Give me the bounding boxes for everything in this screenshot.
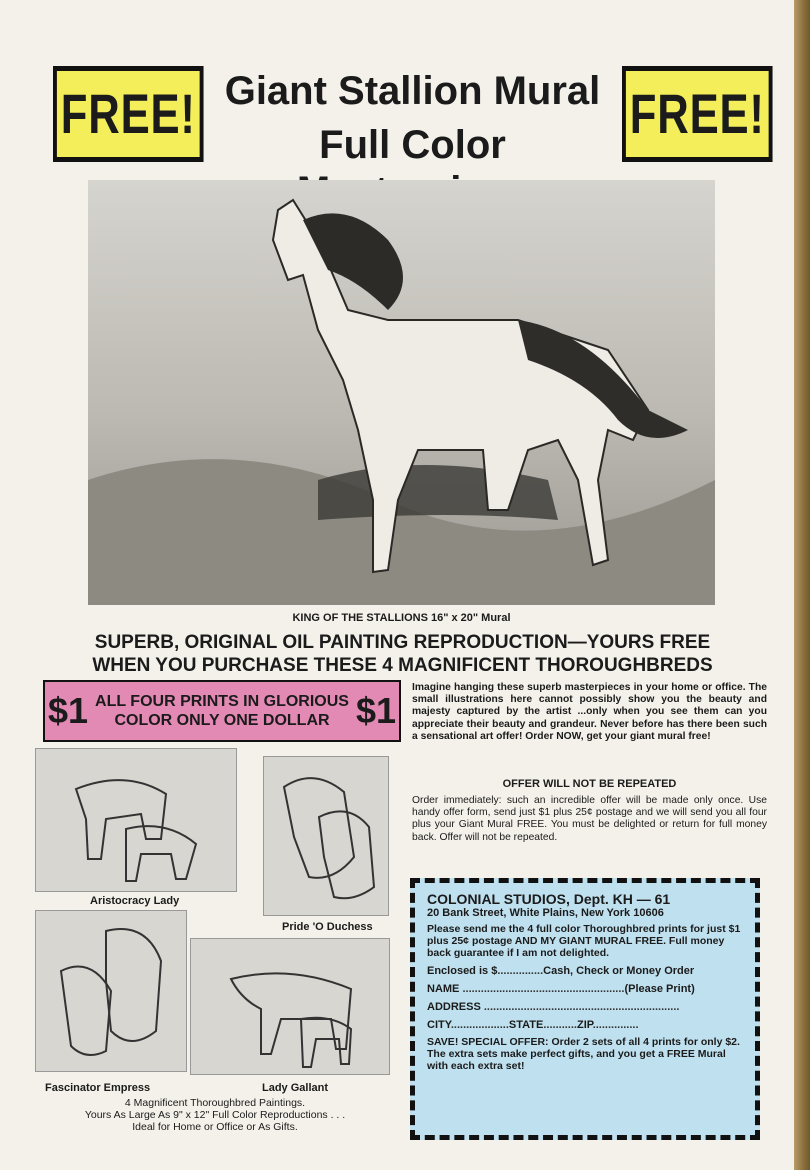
print-thumb-lady-gallant [190,938,390,1075]
print-label-pride-o-duchess: Pride 'O Duchess [282,921,373,933]
address-label: ADDRESS [427,1001,481,1013]
coupon-body: Please send me the 4 full color Thoroughbred prints for just $1 plus 25¢ postage AND MY GIANT MURAL FREE. Full money back guarantee if I am not delighted. [427,923,741,959]
coupon-name-field[interactable]: NAME .....................................................(Please Print) [427,983,695,995]
free-badge-right-text: FREE! [629,82,765,145]
special-offer-text: Order 2 sets of all 4 prints for only $2. The extra sets make perfect gifts, and you get a FREE Mural with each extra set! [427,1036,740,1072]
enclosed-label: Enclosed is $ [427,965,498,977]
banner-line1: ALL FOUR PRINTS IN GLORIOUS [95,693,349,710]
coupon-address: 20 Bank Street, White Plains, New York 10606 [427,907,664,919]
page-spine-edge [794,0,810,1170]
one-dollar-banner [43,680,401,742]
banner-text [91,692,353,730]
stallion-mural-image [88,180,715,605]
free-badge-right [622,66,773,162]
offer-paragraph: Order immediately: such an incredible offer will be made only once. Use handy offer form, send just $1 plus 25¢ postage and we will send you all four plus your Giant Mural FREE. You must be delighted or return for full money back. Offer will not be repeated. [412,795,767,843]
subheadline-line1: SUPERB, ORIGINAL OIL PAINTING REPRODUCTION—YOURS FREE [94,632,711,653]
print-label-aristocracy-lady: Aristocracy Lady [90,895,180,907]
horse-sketch-icon [36,749,236,891]
prints-caption-line2: Yours As Large As 9" x 12" Full Color Reproductions . . . [84,1109,346,1121]
enclosed-options: Cash, Check or Money Order [543,965,695,977]
offer-heading: OFFER WILL NOT BE REPEATED [502,778,677,790]
horse-head-sketch-icon [264,757,388,915]
headline-line2: Full Color [319,123,506,167]
free-badge-left [53,66,204,162]
stallion-illustration [88,180,715,605]
banner-line2: COLOR ONLY ONE DOLLAR [114,712,330,729]
print-thumb-fascinator-empress [35,910,187,1072]
name-hint: (Please Print) [624,983,695,995]
mare-foal-sketch-icon [191,939,389,1074]
prints-caption-line1: 4 Magnificent Thoroughbred Paintings. [124,1097,306,1109]
coupon-company: COLONIAL STUDIOS, Dept. KH — 61 [427,891,671,907]
zip-label: ZIP [576,1019,593,1031]
print-thumb-pride-o-duchess [263,756,389,916]
horse-pair-sketch-icon [36,911,186,1071]
state-label: STATE [508,1019,544,1031]
print-thumb-aristocracy-lady [35,748,237,892]
prints-caption-line3: Ideal for Home or Office or As Gifts. [132,1121,298,1133]
print-label-lady-gallant: Lady Gallant [262,1082,329,1094]
order-coupon[interactable] [410,878,760,1140]
dollar-right: $1 [355,690,397,731]
mural-caption: KING OF THE STALLIONS 16" x 20" Mural [292,612,511,624]
rock-shadow [318,465,558,520]
dollar-left: $1 [47,690,89,731]
prints-caption [30,1097,400,1133]
free-badge-left-text: FREE! [60,82,196,145]
intro-paragraph: Imagine hanging these superb masterpieces in your home or office. The small illustrations here cannot possibly show you the beauty and majesty captured by the artist ...only when you see them can you appreciate their beauty and grandeur. Never before has there been such a sensational art offer! Order NOW, get your giant mural free! [412,682,767,742]
special-offer [427,1036,743,1072]
headline-line1: Giant Stallion Mural [224,69,601,113]
city-label: CITY [427,1019,451,1031]
name-label: NAME [427,983,460,995]
coupon-enclosed-line[interactable]: Enclosed is $...............Cash, Check or Money Order [427,965,695,977]
special-offer-lead: SAVE! SPECIAL OFFER: [427,1036,549,1048]
coupon-address-field[interactable]: ADDRESS ................................................................ [427,1001,680,1013]
subheadline-line2: WHEN YOU PURCHASE THESE 4 MAGNIFICENT THOROUGHBREDS [92,655,713,676]
print-label-fascinator-empress: Fascinator Empress [45,1082,151,1094]
coupon-city-field[interactable]: CITY...................STATE...........ZIP............... [427,1019,639,1031]
